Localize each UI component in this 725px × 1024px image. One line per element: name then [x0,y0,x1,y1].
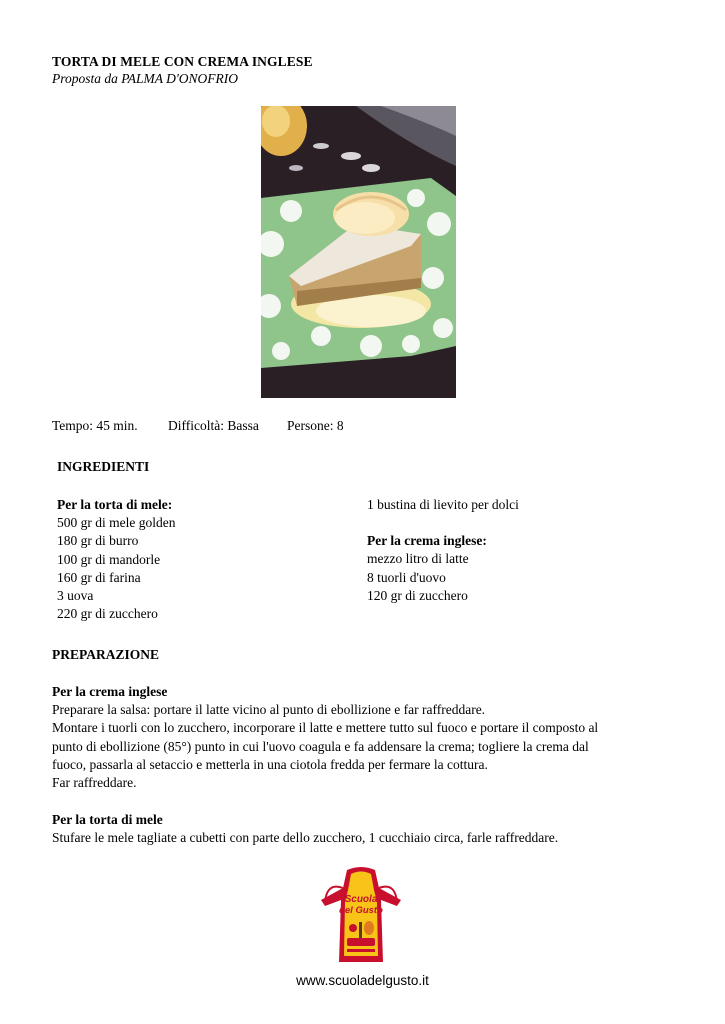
preparation-line: Preparare la salsa: portare il latte vicino al punto di ebollizione e far raffreddare. [52,702,486,718]
torta-ingredients-heading: Per la torta di mele: [57,497,173,512]
logo-text-line2: del Gusto [339,905,383,916]
torta-preparation [52,811,672,847]
preparation-heading: PREPARAZIONE [52,647,160,662]
preparation-line: punto di ebollizione (85°) punto in cui l'uovo coagula e fa addensare la crema; togliere la crema dal [52,738,589,754]
recipe-photo [261,106,456,398]
ingredient-item: 500 gr di mele golden [57,515,176,531]
recipe-subtitle: Proposta da PALMA D'ONOFRIO [52,71,239,86]
crema-preparation-heading: Per la crema inglese [52,684,168,699]
ingredients-right-column [367,496,519,605]
ingredients-heading: INGREDIENTI [57,459,150,474]
preparation-line: Far raffreddare. [52,775,137,791]
ingredient-item: 8 tuorli d'uovo [367,569,446,585]
ingredient-item: 100 gr di mandorle [57,551,161,567]
crema-ingredients-heading: Per la crema inglese: [367,533,487,549]
difficulty-info: Difficoltà: Bassa [168,418,259,433]
preparation-line: Stufare le mele tagliate a cubetti con parte dello zucchero, 1 cucchiaio circa, farle raffreddare. [52,830,559,846]
recipe-title: TORTA DI MELE CON CREMA INGLESE [52,54,313,69]
preparation-line: Montare i tuorli con lo zucchero, incorporare il latte e mettere tutto sul fuoco e portare il composto al [52,720,599,736]
ingredients-left-column [57,496,175,623]
time-info: Tempo: 45 min. [52,418,138,433]
ingredient-item: 3 uova [57,588,94,604]
ingredient-item: 160 gr di farina [57,569,141,585]
ingredient-item: 1 bustina di lievito per dolci [367,497,519,512]
preparation-line: fuoco, passarla al setaccio e metterla in una ciotola fredda per fermare la cottura. [52,756,488,772]
servings-info: Persone: 8 [287,418,344,433]
website-link[interactable]: www.scuoladelgusto.it [296,973,429,988]
crema-preparation [52,683,672,792]
ingredient-item: 120 gr di zucchero [367,587,468,603]
logo-text-line1: Scuola [344,894,378,905]
scuola-del-gusto-logo [317,866,405,966]
torta-preparation-heading: Per la torta di mele [52,812,163,827]
ingredient-item: 180 gr di burro [57,533,139,549]
ingredient-item: 220 gr di zucchero [57,606,158,622]
ingredient-item: mezzo litro di latte [367,551,469,567]
